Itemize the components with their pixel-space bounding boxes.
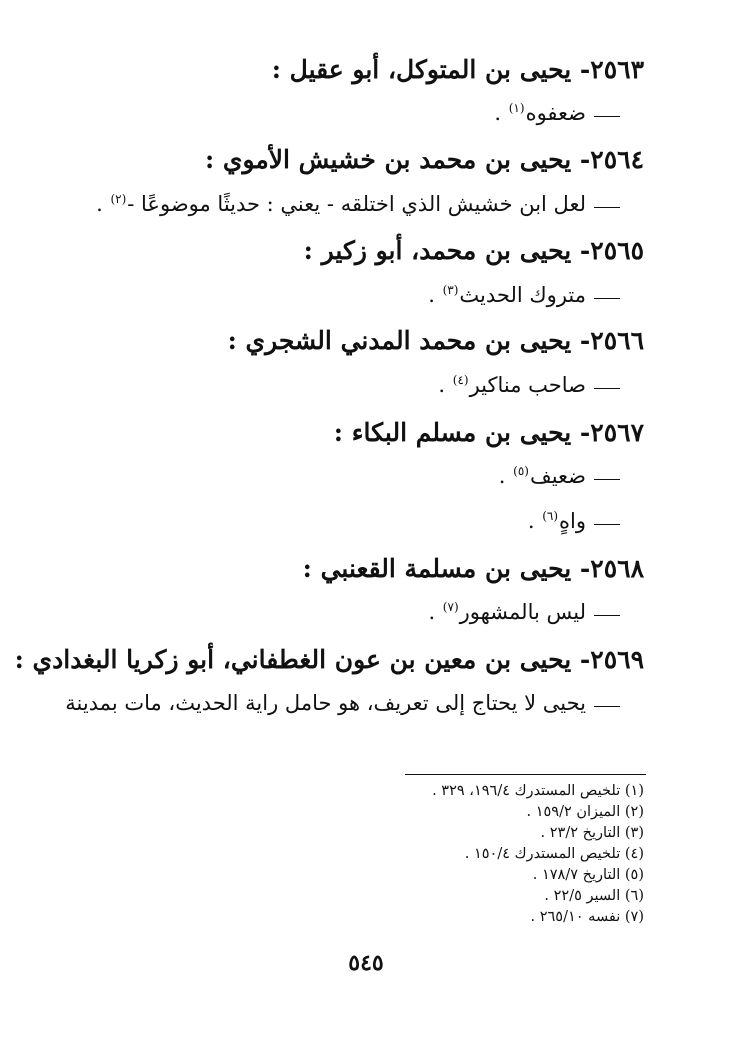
line-text: يحيى لا يحتاج إلى تعريف، هو حامل راية الحديث، مات بمدينة xyxy=(65,691,586,715)
line-text: ضعيف xyxy=(529,464,586,488)
dash xyxy=(594,207,620,208)
footnote-ref: (٧) xyxy=(442,600,459,614)
line-end: . xyxy=(96,192,110,216)
dash xyxy=(594,615,620,616)
line-end: . xyxy=(494,101,508,125)
line-end: . xyxy=(527,509,542,533)
entry-heading-2564: ٢٥٦٤- يحيى بن محمد بن خشيش الأموي : xyxy=(204,145,644,174)
page-number: ٥٤٥ xyxy=(348,950,384,976)
line-text: واهٍ xyxy=(559,509,586,533)
entry-heading-2569: ٢٥٦٩- يحيى بن معين بن عون الغطفاني، أبو زكريا البغدادي : xyxy=(14,645,644,674)
entry-line-2567-b xyxy=(528,509,620,533)
footnote-4: (٤) تلخيص المستدرك ١٥٠/٤ . xyxy=(464,846,644,862)
entry-heading-2566: ٢٥٦٦- يحيى بن محمد المدني الشجري : xyxy=(227,326,644,355)
line-text: ليس بالمشهور xyxy=(459,600,586,624)
line-end: . xyxy=(438,373,452,397)
entry-line-2569 xyxy=(65,691,620,715)
entry-heading-2563: ٢٥٦٣- يحيى بن المتوكل، أبو عقيل : xyxy=(271,55,644,84)
line-end: . xyxy=(498,464,513,488)
entry-line-2564 xyxy=(96,192,620,216)
dash xyxy=(594,524,620,525)
dash xyxy=(594,116,620,117)
line-end: . xyxy=(428,283,442,307)
entry-line-2566 xyxy=(438,373,620,397)
footnote-ref: (٤) xyxy=(452,373,469,387)
footnote-ref: (٣) xyxy=(442,283,459,297)
line-text: صاحب مناكير xyxy=(469,373,586,397)
line-end: . xyxy=(428,600,442,624)
dash xyxy=(594,479,620,480)
dash xyxy=(594,298,620,299)
line-text: ضعفوه xyxy=(525,101,586,125)
entry-line-2567-a xyxy=(499,464,620,488)
dash xyxy=(594,388,620,389)
footnote-ref: (٥) xyxy=(513,464,529,478)
footnote-ref: (٢) xyxy=(110,192,127,206)
entry-heading-2565: ٢٥٦٥- يحيى بن محمد، أبو زكير : xyxy=(303,236,644,265)
entry-heading-2567: ٢٥٦٧- يحيى بن مسلم البكاء : xyxy=(333,418,644,447)
footnote-7: (٧) نفسه ٢٦٥/١٠ . xyxy=(530,909,644,925)
dash xyxy=(594,706,620,707)
footnote-6: (٦) السير ٢٢/٥ . xyxy=(544,888,644,904)
line-text: لعل ابن خشيش الذي اختلقه - يعني : حديثًا موضوعًا - xyxy=(127,192,586,216)
entry-heading-2568: ٢٥٦٨- يحيى بن مسلمة القعنبي : xyxy=(302,554,644,583)
footnote-2: (٢) الميزان ١٥٩/٢ . xyxy=(526,804,644,820)
footnote-3: (٣) التاريخ ٢٣/٢ . xyxy=(540,825,644,841)
line-text: متروك الحديث xyxy=(459,283,586,307)
footnote-ref: (١) xyxy=(508,101,525,115)
footnote-1: (١) تلخيص المستدرك ١٩٦/٤، ٣٢٩ . xyxy=(432,783,644,799)
entry-line-2565 xyxy=(428,283,620,307)
footnote-separator xyxy=(405,774,646,775)
footnote-ref: (٦) xyxy=(542,509,559,523)
footnote-5: (٥) التاريخ ١٧٨/٧ . xyxy=(532,867,644,883)
entry-line-2568 xyxy=(428,600,620,624)
entry-line-2563 xyxy=(494,101,620,125)
